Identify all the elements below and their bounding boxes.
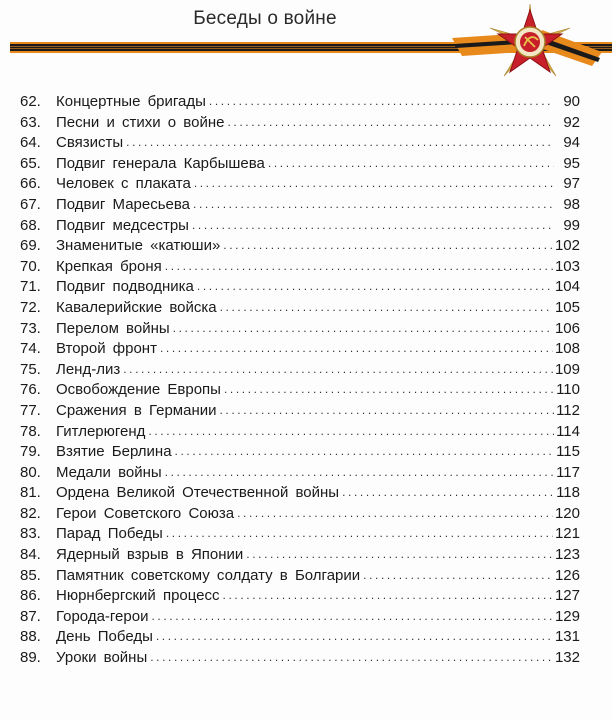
toc-item-number: 64. [20, 134, 41, 152]
toc-item [20, 504, 580, 525]
toc-item-title: Ленд-лиз [56, 360, 121, 378]
toc-leader-dots [156, 626, 553, 647]
toc-item [20, 401, 580, 422]
toc-item [20, 586, 580, 607]
toc-item-title: Связисты [56, 134, 124, 152]
toc-item-page: 117 [556, 463, 580, 481]
toc-item-title: Герои Советского Союза [56, 504, 235, 522]
toc-item [20, 463, 580, 484]
toc-item-page: 94 [563, 134, 580, 152]
toc-item-number: 73. [20, 319, 41, 337]
toc-leader-dots [209, 91, 554, 112]
toc-leader-dots [220, 297, 553, 318]
toc-leader-dots [175, 441, 554, 462]
toc-item-title: Подвиг Маресьева [56, 195, 191, 213]
toc-item [20, 216, 580, 237]
toc-item-number: 88. [20, 628, 41, 646]
toc-item-title: Кавалерийские войска [56, 298, 217, 316]
toc-item [20, 174, 580, 195]
toc-leader-dots [173, 318, 553, 339]
toc-item-page: 129 [554, 607, 580, 625]
toc-item-number: 81. [20, 484, 41, 502]
toc-leader-dots [197, 276, 553, 297]
toc-item [20, 360, 580, 381]
toc-item-number: 82. [20, 504, 41, 522]
toc-item-title: Ордена Великой Отечественной войны [56, 484, 340, 502]
toc-item-number: 67. [20, 195, 41, 213]
toc-item-page: 112 [556, 401, 580, 419]
toc-item-number: 78. [20, 422, 41, 440]
toc-item-number: 72. [20, 298, 41, 316]
toc-item-page: 118 [556, 484, 580, 502]
toc-item-number: 76. [20, 381, 41, 399]
toc-item-title: Медали войны [56, 463, 162, 481]
toc-item-page: 105 [554, 298, 580, 316]
toc-leader-dots [227, 112, 554, 133]
toc-leader-dots [363, 565, 553, 586]
toc-item-number: 66. [20, 175, 41, 193]
toc-item-page: 120 [554, 504, 580, 522]
toc-item [20, 236, 580, 257]
toc-leader-dots [268, 153, 554, 174]
toc-item [20, 113, 580, 134]
toc-item-page: 108 [554, 340, 580, 358]
toc-leader-dots [219, 400, 554, 421]
toc-item-number: 80. [20, 463, 41, 481]
toc-item-title: Сражения в Германии [56, 401, 217, 419]
toc-item [20, 607, 580, 628]
toc-leader-dots [237, 503, 553, 524]
toc-item-title: День Победы [56, 628, 153, 646]
toc-item-number: 74. [20, 340, 41, 358]
toc-item [20, 154, 580, 175]
toc-leader-dots [192, 215, 554, 236]
toc-item-number: 77. [20, 401, 41, 419]
toc-item [20, 298, 580, 319]
toc-item-title: Гитлерюгенд [56, 422, 146, 440]
toc-leader-dots [165, 256, 553, 277]
toc-item [20, 380, 580, 401]
toc-item [20, 195, 580, 216]
toc-leader-dots [194, 173, 554, 194]
toc-item-number: 65. [20, 154, 41, 172]
toc-item-number: 71. [20, 278, 41, 296]
toc-item-page: 103 [554, 257, 580, 275]
toc-leader-dots [223, 235, 553, 256]
toc-item-number: 63. [20, 113, 41, 131]
toc-leader-dots [148, 421, 554, 442]
toc-item-page: 106 [554, 319, 580, 337]
toc-leader-dots [165, 462, 554, 483]
toc-item-page: 97 [563, 175, 580, 193]
toc-leader-dots [246, 544, 553, 565]
toc-item [20, 133, 580, 154]
toc-item [20, 648, 580, 669]
toc-item-page: 110 [556, 381, 580, 399]
toc-item-number: 83. [20, 525, 41, 543]
toc-leader-dots [150, 647, 553, 668]
table-of-contents [20, 92, 580, 669]
toc-item [20, 566, 580, 587]
toc-item [20, 627, 580, 648]
toc-leader-dots [151, 606, 553, 627]
toc-item-page: 104 [554, 278, 580, 296]
toc-item [20, 319, 580, 340]
toc-item-number: 62. [20, 93, 41, 110]
toc-item-page: 115 [556, 443, 580, 461]
toc-item-number: 89. [20, 649, 41, 667]
toc-leader-dots [126, 132, 554, 153]
toc-item-title: Памятник советскому солдату в Болгарии [56, 566, 361, 584]
toc-leader-dots [123, 359, 553, 380]
toc-item-title: Человек с плаката [56, 175, 191, 193]
toc-item-page: 114 [556, 422, 580, 440]
order-of-patriotic-war-icon [452, 0, 602, 90]
toc-item-title: Подвиг генерала Карбышева [56, 154, 265, 172]
page-header [0, 0, 612, 60]
toc-item-page: 127 [554, 587, 580, 605]
toc-item-title: Песни и стихи о войне [56, 113, 225, 131]
toc-leader-dots [223, 585, 553, 606]
toc-item-page: 92 [563, 113, 580, 131]
toc-leader-dots [224, 379, 554, 400]
toc-item-number: 86. [20, 587, 41, 605]
toc-item-title: Уроки войны [56, 649, 148, 667]
toc-leader-dots [160, 338, 553, 359]
page-title: Беседы о войне [193, 8, 337, 29]
toc-item-number: 70. [20, 257, 41, 275]
toc-item-number: 87. [20, 607, 41, 625]
toc-item [20, 277, 580, 298]
toc-item-number: 68. [20, 216, 41, 234]
toc-item-page: 102 [554, 237, 580, 255]
toc-item-number: 75. [20, 360, 41, 378]
toc-item-title: Второй фронт [56, 340, 157, 358]
toc-item [20, 92, 580, 113]
toc-item [20, 339, 580, 360]
toc-item [20, 483, 580, 504]
toc-item-title: Освобождение Европы [56, 381, 221, 399]
toc-item-page: 90 [563, 93, 580, 110]
toc-item-page: 132 [554, 649, 580, 667]
toc-item-number: 69. [20, 237, 41, 255]
toc-item-title: Крепкая броня [56, 257, 162, 275]
toc-item-title: Нюрнбергский процесс [56, 587, 220, 605]
toc-item-number: 79. [20, 443, 41, 461]
toc-item-page: 98 [563, 195, 580, 213]
toc-item-title: Подвиг медсестры [56, 216, 189, 234]
toc-item-number: 85. [20, 566, 41, 584]
toc-item-title: Подвиг подводника [56, 278, 194, 296]
toc-item-page: 121 [554, 525, 580, 543]
toc-leader-dots [166, 523, 553, 544]
toc-item [20, 442, 580, 463]
toc-item [20, 422, 580, 443]
toc-item-page: 95 [563, 154, 580, 172]
toc-item [20, 545, 580, 566]
toc-item-number: 84. [20, 546, 41, 564]
toc-item-title: Ядерный взрыв в Японии [56, 546, 244, 564]
toc-item-page: 109 [554, 360, 580, 378]
toc-leader-dots [193, 194, 554, 215]
toc-item-page: 126 [554, 566, 580, 584]
toc-item-page: 131 [554, 628, 580, 646]
toc-item-title: Знаменитые «катюши» [56, 237, 221, 255]
toc-item-title: Взятие Берлина [56, 443, 172, 461]
toc-item-title: Перелом войны [56, 319, 170, 337]
toc-item-title: Города-герои [56, 607, 149, 625]
toc-item [20, 257, 580, 278]
toc-item-title: Концертные бригады [56, 93, 206, 110]
toc-item-title: Парад Победы [56, 525, 163, 543]
toc-item [20, 524, 580, 545]
toc-item-page: 99 [563, 216, 580, 234]
toc-item-page: 123 [554, 546, 580, 564]
toc-leader-dots [342, 482, 554, 503]
